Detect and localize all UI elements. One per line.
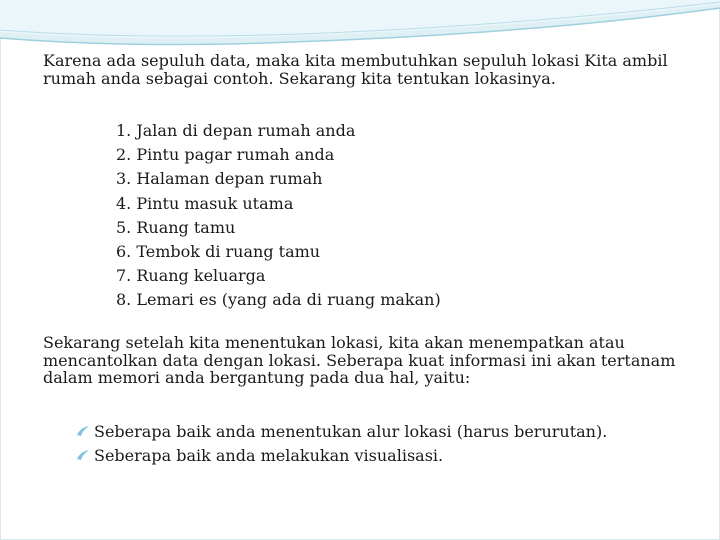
list-item	[76, 444, 607, 468]
swoosh-bullet-icon	[76, 425, 90, 437]
list-item: 7. Ruang keluarga	[116, 266, 266, 286]
list-item: 8. Lemari es (yang ada di ruang makan)	[116, 290, 441, 310]
list-item: 3. Halaman depan rumah	[116, 169, 323, 189]
intro-paragraph: Karena ada sepuluh data, maka kita membutuhkan sepuluh lokasi Kita ambil rumah anda sebagai contoh. Sekarang kita tentukan lokasinya.	[43, 51, 668, 88]
factor-list	[76, 420, 607, 468]
list-item: 2. Pintu pagar rumah anda	[116, 145, 335, 165]
swoosh-bullet-icon	[76, 449, 90, 461]
list-item: 6. Tembok di ruang tamu	[116, 242, 321, 262]
header-decoration	[0, 0, 720, 52]
factor-text: Seberapa baik anda menentukan alur lokasi (harus berurutan).	[94, 422, 608, 441]
list-item	[76, 420, 607, 444]
list-item: 1. Jalan di depan rumah anda	[116, 121, 356, 140]
location-list	[116, 119, 441, 313]
list-item: 4. Pintu masuk utama	[116, 193, 294, 213]
middle-paragraph: Sekarang setelah kita menentukan lokasi, kita akan menempatkan atau mencantolkan data dengan lokasi. Seberapa kuat informasi ini akan tertanam dalam memori anda bergantung pada dua hal, yaitu:	[43, 333, 676, 387]
list-item: 5. Ruang tamu	[116, 217, 236, 237]
factor-text: Seberapa baik anda melakukan visualisasi.	[94, 446, 444, 465]
